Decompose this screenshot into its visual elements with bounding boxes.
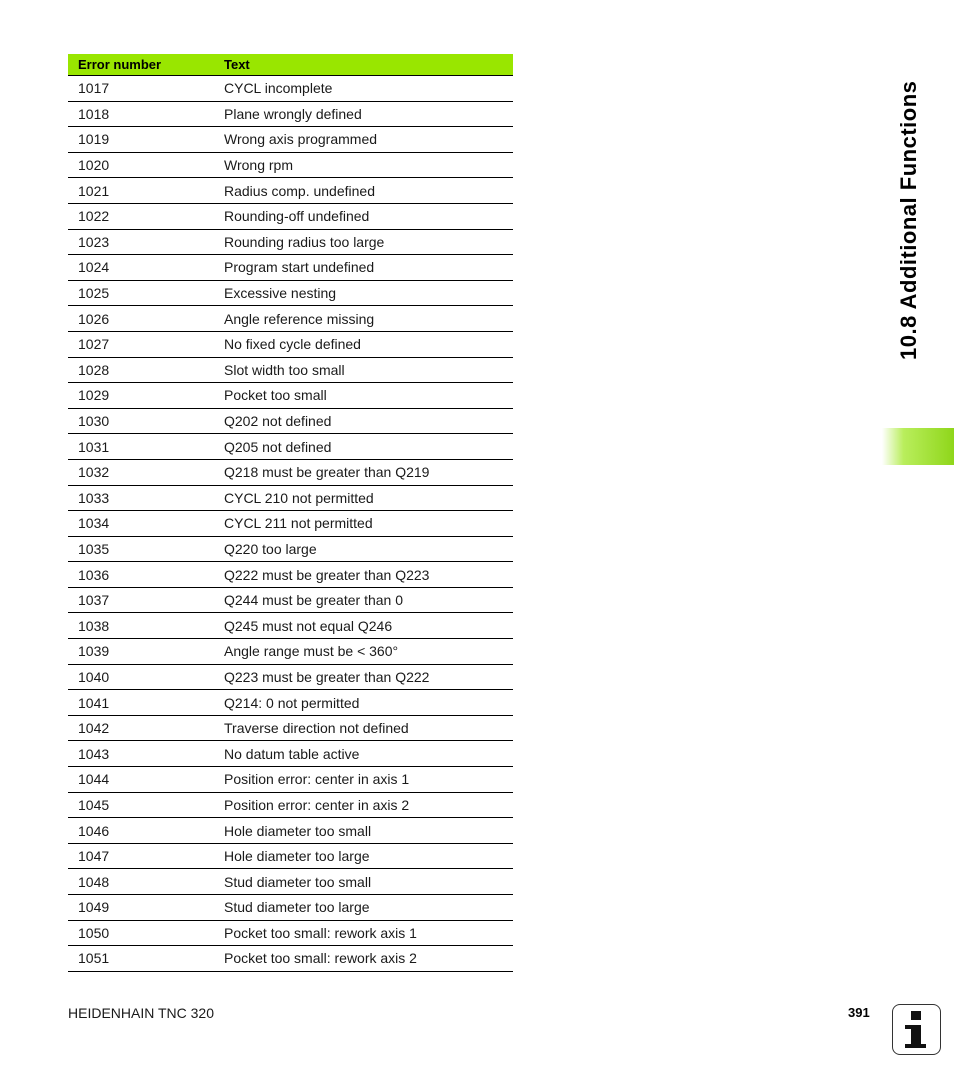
error-text-cell: Position error: center in axis 2 [214,792,513,818]
table-row [68,536,513,562]
table-row [68,639,513,665]
table-row [68,76,513,102]
table-row [68,715,513,741]
error-number-cell: 1030 [68,408,214,434]
error-text-cell: Radius comp. undefined [214,178,513,204]
table-row [68,562,513,588]
table-row [68,306,513,332]
footer-product: HEIDENHAIN TNC 320 [68,1005,215,1021]
error-text-cell: Wrong axis programmed [214,127,513,153]
table-row [68,383,513,409]
table-row [68,587,513,613]
error-text-cell: Q222 must be greater than Q223 [214,562,513,588]
info-icon [892,1004,941,1055]
table-row [68,229,513,255]
error-text-cell: Hole diameter too small [214,818,513,844]
header-text: Text [214,54,513,76]
error-text-cell: Wrong rpm [214,152,513,178]
error-text-cell: Q214: 0 not permitted [214,690,513,716]
error-number-cell: 1040 [68,664,214,690]
error-text-cell: Angle reference missing [214,306,513,332]
table-row [68,792,513,818]
error-text-cell: No fixed cycle defined [214,331,513,357]
error-text-cell: Program start undefined [214,255,513,281]
error-text-cell: Traverse direction not defined [214,715,513,741]
error-number-cell: 1026 [68,306,214,332]
error-text-cell: Q218 must be greater than Q219 [214,459,513,485]
table-row [68,178,513,204]
error-text-cell: Rounding-off undefined [214,203,513,229]
error-text-cell: Q205 not defined [214,434,513,460]
table-row [68,485,513,511]
error-number-cell: 1049 [68,895,214,921]
error-text-cell: Stud diameter too small [214,869,513,895]
error-text-cell: Hole diameter too large [214,843,513,869]
error-text-cell: CYCL 211 not permitted [214,511,513,537]
error-number-cell: 1020 [68,152,214,178]
error-number-cell: 1048 [68,869,214,895]
error-number-cell: 1017 [68,76,214,102]
error-number-cell: 1037 [68,587,214,613]
error-table-container [68,54,513,972]
error-number-cell: 1036 [68,562,214,588]
error-number-cell: 1034 [68,511,214,537]
error-text-cell: Q244 must be greater than 0 [214,587,513,613]
error-number-cell: 1029 [68,383,214,409]
error-number-cell: 1023 [68,229,214,255]
table-body [68,76,513,972]
table-row [68,741,513,767]
error-number-cell: 1035 [68,536,214,562]
error-number-cell: 1043 [68,741,214,767]
table-row [68,920,513,946]
error-number-cell: 1024 [68,255,214,281]
error-number-cell: 1027 [68,331,214,357]
error-number-cell: 1021 [68,178,214,204]
error-number-cell: 1041 [68,690,214,716]
error-text-cell: Plane wrongly defined [214,101,513,127]
error-number-cell: 1047 [68,843,214,869]
error-text-cell: Q223 must be greater than Q222 [214,664,513,690]
table-row [68,459,513,485]
table-row [68,895,513,921]
table-row [68,434,513,460]
chapter-side-title: 10.8 Additional Functions [896,80,921,360]
table-row [68,357,513,383]
error-number-cell: 1032 [68,459,214,485]
table-row [68,511,513,537]
error-text-cell: Stud diameter too large [214,895,513,921]
error-number-cell: 1018 [68,101,214,127]
table-row [68,843,513,869]
error-number-cell: 1028 [68,357,214,383]
error-number-cell: 1046 [68,818,214,844]
error-text-cell: CYCL 210 not permitted [214,485,513,511]
error-text-cell: Rounding radius too large [214,229,513,255]
error-text-cell: Q220 too large [214,536,513,562]
error-text-cell: Excessive nesting [214,280,513,306]
table-row [68,280,513,306]
error-text-cell: Q202 not defined [214,408,513,434]
error-text-cell: No datum table active [214,741,513,767]
error-text-cell: Pocket too small: rework axis 2 [214,946,513,972]
error-number-cell: 1019 [68,127,214,153]
error-text-cell: Slot width too small [214,357,513,383]
header-error-number: Error number [68,54,214,76]
error-text-cell: Pocket too small [214,383,513,409]
error-number-cell: 1025 [68,280,214,306]
table-row [68,101,513,127]
error-table [68,54,513,972]
table-row [68,255,513,281]
error-number-cell: 1042 [68,715,214,741]
table-row [68,613,513,639]
table-row [68,127,513,153]
error-number-cell: 1038 [68,613,214,639]
error-number-cell: 1022 [68,203,214,229]
table-row [68,690,513,716]
table-row [68,946,513,972]
error-number-cell: 1051 [68,946,214,972]
error-number-cell: 1044 [68,767,214,793]
error-text-cell: Angle range must be < 360° [214,639,513,665]
table-row [68,203,513,229]
error-text-cell: Q245 must not equal Q246 [214,613,513,639]
table-row [68,767,513,793]
chapter-tab-marker [882,428,954,465]
table-row [68,152,513,178]
error-text-cell: Position error: center in axis 1 [214,767,513,793]
error-text-cell: Pocket too small: rework axis 1 [214,920,513,946]
page-number: 391 [848,1005,870,1020]
error-number-cell: 1050 [68,920,214,946]
error-number-cell: 1039 [68,639,214,665]
error-text-cell: CYCL incomplete [214,76,513,102]
table-header-row [68,54,513,76]
table-row [68,818,513,844]
error-number-cell: 1033 [68,485,214,511]
table-row [68,331,513,357]
error-number-cell: 1045 [68,792,214,818]
error-number-cell: 1031 [68,434,214,460]
table-row [68,869,513,895]
table-row [68,664,513,690]
table-row [68,408,513,434]
